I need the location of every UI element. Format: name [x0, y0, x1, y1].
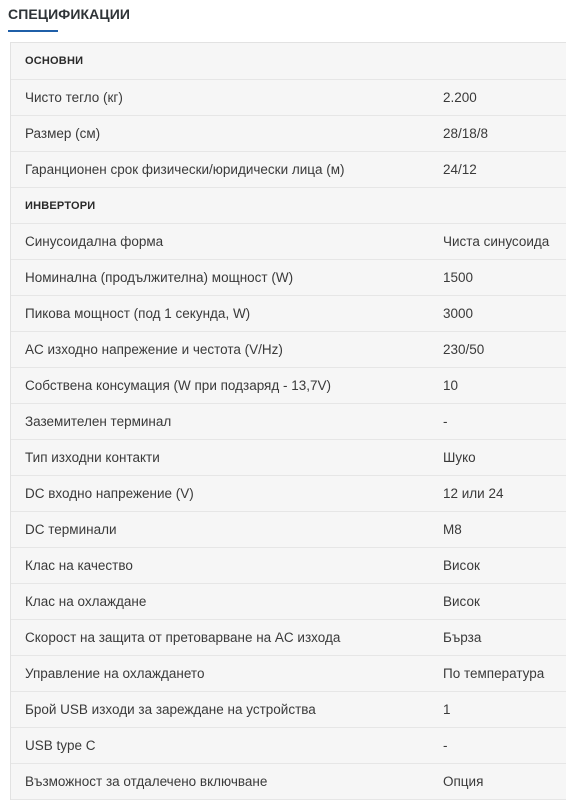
spec-value: Бърза	[443, 630, 482, 645]
spec-value: Висок	[443, 594, 480, 609]
spec-label: USB type C	[25, 738, 96, 753]
spec-label: Тип изходни контакти	[25, 450, 160, 465]
spec-row	[11, 260, 566, 296]
spec-label: Клас на качество	[25, 558, 133, 573]
spec-label: Клас на охлаждане	[25, 594, 147, 609]
spec-label: DC терминали	[25, 522, 117, 537]
spec-row	[11, 656, 566, 692]
spec-value: 10	[443, 378, 459, 393]
spec-value: 24/12	[443, 162, 477, 177]
spec-value: Чиста синусоида	[443, 234, 550, 249]
spec-value: 1500	[443, 270, 474, 285]
spec-row	[11, 224, 566, 260]
spec-row	[11, 404, 566, 440]
spec-value: 1	[443, 702, 451, 717]
spec-label: AC изходно напрежение и честота (V/Hz)	[25, 342, 283, 357]
spec-value: M8	[443, 522, 462, 537]
spec-row	[11, 764, 566, 800]
spec-value: Висок	[443, 558, 480, 573]
spec-value: 28/18/8	[443, 126, 489, 141]
spec-row	[11, 80, 566, 116]
spec-row	[11, 296, 566, 332]
spec-value: Опция	[443, 774, 484, 789]
spec-row	[11, 332, 566, 368]
spec-row	[11, 620, 566, 656]
spec-label: Синусоидална форма	[25, 234, 164, 249]
spec-row	[11, 476, 566, 512]
specifications-heading: СПЕЦИФИКАЦИИ	[8, 6, 131, 22]
spec-label: Възможност за отдалечено включване	[25, 774, 268, 789]
spec-label: Пикова мощност (под 1 секунда, W)	[25, 306, 251, 321]
spec-label: Заземителен терминал	[25, 414, 172, 429]
spec-row	[11, 692, 566, 728]
spec-row	[11, 512, 566, 548]
spec-value: По температура	[443, 666, 545, 681]
spec-row	[11, 548, 566, 584]
spec-value: 12 или 24	[443, 486, 504, 501]
group-header-inverters	[11, 188, 566, 224]
spec-value: -	[443, 738, 448, 753]
spec-value: 2.200	[443, 90, 477, 105]
spec-label: Скорост на защита от претоварване на AC изхода	[25, 630, 341, 645]
spec-value: 230/50	[443, 342, 485, 357]
spec-row	[11, 368, 566, 404]
spec-row	[11, 584, 566, 620]
spec-value: Шуко	[443, 450, 476, 465]
spec-label: Брой USB изходи за зареждане на устройства	[25, 702, 316, 717]
spec-label: Чисто тегло (кг)	[25, 90, 123, 105]
group-header-basic	[11, 43, 566, 80]
spec-row	[11, 440, 566, 476]
specifications-table	[10, 42, 566, 800]
group-label: ИНВЕРТОРИ	[25, 199, 96, 212]
spec-label: Гаранционен срок физически/юридически лица (м)	[25, 162, 345, 177]
spec-label: Собствена консумация (W при подзаряд - 13,7V)	[25, 378, 332, 393]
spec-row	[11, 152, 566, 188]
spec-label: DC входно напрежение (V)	[25, 486, 194, 501]
spec-row	[11, 728, 566, 764]
spec-label: Номинална (продължителна) мощност (W)	[25, 270, 294, 285]
heading-underline	[8, 30, 58, 32]
spec-row	[11, 116, 566, 152]
spec-label: Размер (см)	[25, 126, 101, 141]
spec-value: -	[443, 414, 448, 429]
group-label: ОСНОВНИ	[25, 55, 84, 67]
spec-label: Управление на охлаждането	[25, 666, 205, 681]
spec-value: 3000	[443, 306, 474, 321]
